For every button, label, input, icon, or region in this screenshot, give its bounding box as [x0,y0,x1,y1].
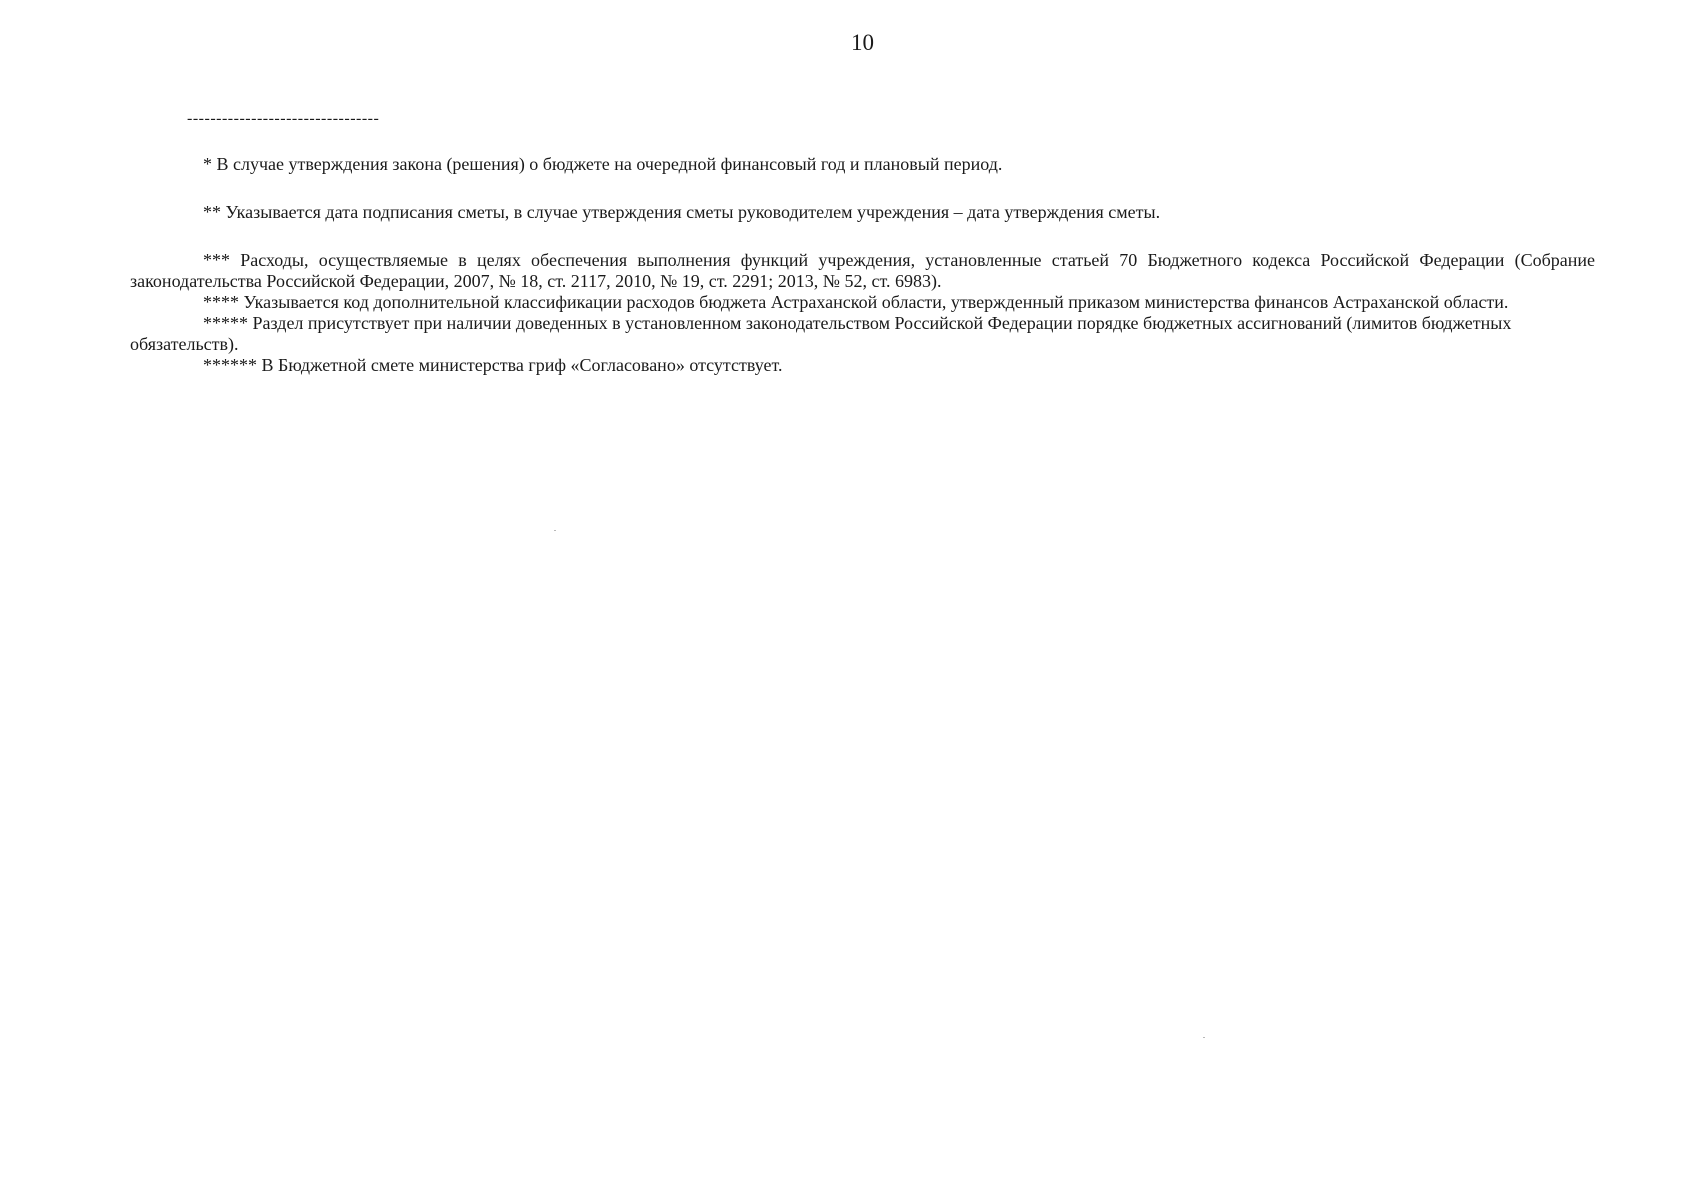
footnotes [130,154,1595,376]
footnote-1: * В случае утверждения закона (решения) о бюджете на очередной финансовый год и плановый период. [203,154,1003,174]
scan-speck [1203,1037,1205,1038]
footnote-2: ** Указывается дата подписания сметы, в случае утверждения сметы руководителем учреждения – дата утверждения сметы. [203,202,1161,222]
footnote-5: ***** Раздел присутствует при наличии доведенных в установленном законодательством Российской Федерации порядке бюджетных ассигнований (лимитов бюджетных обязательств). [130,313,1512,354]
footnote-separator: --------------------------------- [187,110,380,127]
footnote-6: ****** В Бюджетной смете министерства гриф «Согласовано» отсутствует. [203,355,783,375]
footnote-4: **** Указывается код дополнительной классификации расходов бюджета Астраханской области, утвержденный приказом министерства финансов Астраханской области. [203,292,1509,312]
page-number: 10 [851,30,874,55]
scan-speck [554,530,556,531]
footnote-3: *** Расходы, осуществляемые в целях обеспечения выполнения функций учреждения, установленные статьей 70 Бюджетного кодекса Российской Федерации (Собрание законодательства Российской Федерации, 2007, № 18, ст. 2117, 2010, № 19, ст. 2291; 2013, № 52, ст. 6983). [130,250,1595,291]
